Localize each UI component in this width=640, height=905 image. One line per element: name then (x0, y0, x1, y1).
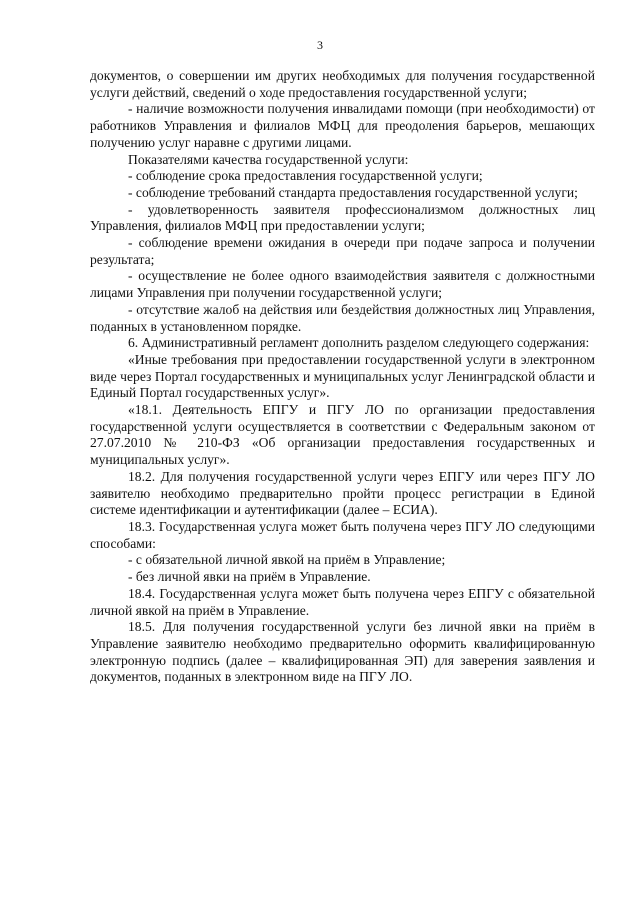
paragraph-1: документов, о совершении им других необходимых для получения государственной услуги действий, сведений о ходе предоставления государственной услуги; (90, 68, 595, 100)
paragraph-11: «Иные требования при предоставлении государственной услуги в электронном виде через Портал государственных и муниципальных услуг Ленинградской области и Единый Портал государственных услуг». (90, 351, 595, 401)
paragraph-8: - осуществление не более одного взаимодействия заявителя с должностными лицами Управления при получении государственной услуги; (90, 268, 595, 301)
paragraph-18: 18.5. Для получения государственной услуги без личной явки на приём в Управление заявителю необходимо предварительно оформить квалифицированную электронную подпись (далее – квалифицированная ЭП) для заверения заявления и документов, поданных в электронном виде на ПГУ ЛО. (90, 619, 595, 685)
document-body (90, 68, 595, 686)
paragraph-7: - соблюдение времени ожидания в очереди при подаче запроса и получении результата; (90, 235, 595, 267)
page-number: 3 (317, 38, 323, 52)
paragraph-9: - отсутствие жалоб на действия или бездействия должностных лиц Управления, поданных в установленном порядке. (90, 301, 595, 334)
paragraph-16: - без личной явки на приём в Управление. (128, 569, 371, 585)
paragraph-5: - соблюдение требований стандарта предоставления государственной услуги; (128, 184, 578, 200)
paragraph-10: 6. Административный регламент дополнить разделом следующего содержания: (128, 335, 590, 351)
paragraph-3: Показателями качества государственной услуги: (128, 151, 409, 167)
paragraph-2: - наличие возможности получения инвалидами помощи (при необходимости) от работников Управления и филиалов МФЦ для преодоления барьеров, мешающих получению услуг наравне с другими лицами. (90, 101, 595, 150)
paragraph-6: - удовлетворенность заявителя профессионализмом должностных лиц Управления, филиалов МФЦ при предоставлении услуги; (90, 201, 595, 234)
paragraph-13: 18.2. Для получения государственной услуги через ЕПГУ или через ПГУ ЛО заявителю необходимо предварительно пройти процесс регистрации в Единой системе идентификации и аутентификации (далее – ЕСИА). (90, 468, 595, 518)
paragraph-14: 18.3. Государственная услуга может быть получена через ПГУ ЛО следующими способами: (90, 518, 595, 551)
paragraph-15: - с обязательной личной явкой на приём в Управление; (128, 552, 446, 568)
paragraph-4: - соблюдение срока предоставления государственной услуги; (128, 168, 483, 184)
paragraph-17: 18.4. Государственная услуга может быть получена через ЕПГУ с обязательной личной явкой на приём в Управление. (90, 585, 595, 618)
paragraph-12: «18.1. Деятельность ЕПГУ и ПГУ ЛО по организации предоставления государственной услуги осуществляется в соответствии с Федеральным законом от 27.07.2010 № 210-ФЗ «Об организации предоставления государственных и муниципальных услуг». (90, 402, 595, 468)
